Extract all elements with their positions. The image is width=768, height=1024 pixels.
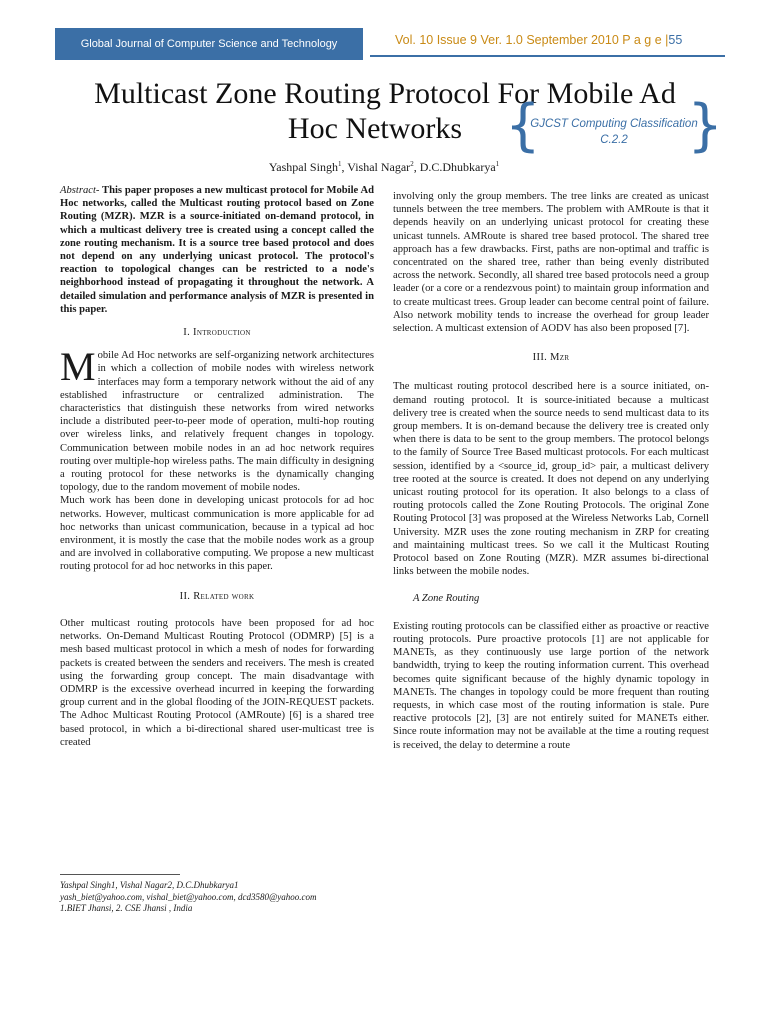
author-3-affil: 1 <box>495 160 500 168</box>
classification-box <box>505 93 723 160</box>
section-title-mzr: III. Mzr <box>532 352 570 364</box>
issue-text: Vol. 10 Issue 9 Ver. 1.0 September 2010 <box>395 33 619 47</box>
abstract-lead: Abstract- <box>60 185 100 196</box>
footnote-affiliations: 1.BIET Jhansi, 2. CSE Jhansi , India <box>60 903 193 913</box>
paper-title-line-1: Multicast Zone Routing Protocol For Mobile Ad <box>94 77 676 110</box>
header-rule <box>370 55 725 57</box>
related-paragraph-2: involving only the group members. The tree links are created as unicast tunnels between the tree members. The problem with AMRoute is that it depends heavily on an underlying unicast protocol for creating these unicast tunnels. AMRoute is shared tree based protocol. The shared tree approach has a few drawbacks. First, paths are non-optimal and traffic is concentrated on the shared tree, rather than being evenly distributed across the network. Secondly, all shared tree based protocols need a group leader (or a core or a rendezvous point) to maintain group information and to create multicast trees. Group leader can become central point of failure. Also network mobility tends to increase the overhead for group leader selection. A multicast extension of AODV has also been proposed [7]. <box>393 191 709 335</box>
classification-code: C.2.2 <box>600 134 628 146</box>
footnote-authors: Yashpal Singh1, Vishal Nagar2, D.C.Dhubkarya1 <box>60 880 239 890</box>
paper-title-line-2: Hoc Networks <box>287 112 463 145</box>
author-2: Vishal Nagar <box>347 160 411 174</box>
intro-paragraph-1 <box>60 344 374 494</box>
classification-text <box>529 116 699 148</box>
author-1: Yashpal Singh <box>268 160 338 174</box>
subsection-title-zone-routing: A Zone Routing <box>413 593 480 605</box>
page-label: P a g e | <box>622 33 669 47</box>
journal-name: Global Journal of Computer Science and Technology <box>80 38 338 50</box>
right-brace-icon: } <box>687 93 723 158</box>
footnotes <box>60 880 380 915</box>
section-title-introduction: I. Introduction <box>183 327 251 339</box>
section-title-related-work: II. Related work <box>179 590 255 602</box>
author-line: Yashpal Singh$^1$, Vishal Nagar$^2$, D.C.Dhubkarya$^1$ <box>268 160 500 174</box>
drop-cap: M <box>60 344 96 390</box>
issue-info <box>395 33 725 53</box>
left-brace-icon: { <box>505 93 541 158</box>
author-1-affil: 1 <box>337 160 342 168</box>
intro-paragraph-2: Much work has been done in developing unicast protocols for ad hoc networks. However, multicast communication is more applicable for ad hoc networks than unicast communication, because in a typical ad hoc environment, it is mostly the case that the mobile nodes work as a group and are involved in collaborative computing. We propose a new multicast routing protocol for ad hoc networks in this paper. <box>60 495 374 573</box>
intro-paragraph-1-text: obile Ad Hoc networks are self-organizing network architectures in which a collection of mobile nodes with wireless network interfaces may form a temporary network without the aid of any established infrastructure or centralized administration. The characteristics that distinguish these networks from wired networks include a distributed peer-to-peer mode of operation, multi-hop routing over wireless links, and relatively frequent changes in topology. Communication between mobile nodes in an ad hoc network requires routing over multiple-hop wireless paths. The main difficulty in designing a routing protocol for these networks is the dynamically changing topology, due to the random movement of mobile nodes. <box>60 350 374 494</box>
abstract-text: This paper proposes a new multicast protocol for Mobile Ad Hoc networks, called the Multicast routing protocol based on Zone Routing (MZR). MZR is a source-initiated on-demand protocol, in which a multicast delivery tree is created using a concept called the zone routing mechanism. It is a source tree based protocol and does not depend on any underlying unicast protocol. The protocol's reaction to topological changes can be restricted to a node's neighborhood instead of propagating it throughout the network. A detailed simulation and performance analysis of MZR is presented in this paper. <box>60 185 374 315</box>
author-2-affil: 2 <box>410 160 414 168</box>
footnote-emails: yash_biet@yahoo.com, vishal_biet@yahoo.com, dcd3580@yahoo.com <box>60 891 317 902</box>
classification-label: GJCST Computing Classification <box>530 118 698 130</box>
mzr-paragraph-1: The multicast routing protocol described here is a source initiated, on-demand routing protocol. It is source-initiated because a multicast delivery tree is created when the source needs to send multicast data to its group members. It is on-demand because the delivery tree is created only when there is data to be sent to the group members. The protocol belongs to the family of Source Tree Based multicast protocols. For each multicast session, identified by a <source_id, group_id> pair, a multicast delivery tree rooted at the source is created. It does not depend on any underlying unicast routing protocol for its operation. It also belongs to a class of routing protocols called the Zone Routing Protocols. The original Zone Routing Protocol [3] was proposed at the Wireless Networks Lab, Cornell University. MZR uses the zone routing mechanism in ZRP for creating and maintaining multicast trees. So we call it the Multicast Routing Protocol based on Zone Routing (MZR). MZR assumes bi-directional links between the mobile nodes. <box>393 381 709 578</box>
footnote-rule <box>60 874 180 875</box>
journal-header-band <box>55 28 363 60</box>
author-3: D.C.Dhubkarya <box>419 160 496 174</box>
left-column <box>60 184 374 749</box>
related-paragraph-1: Other multicast routing protocols have been proposed for ad hoc networks. On-Demand Multicast Routing Protocol (ODMRP) [5] is a mesh based multicast protocol in which a mesh of nodes for forwarding packets is created between the senders and receivers. The mesh is created using the forwarding group concept. The main disadvantage with ODMRP is the excessive overhead incurred in keeping the forwarding group current and in the global flooding of the JOIN-REQUEST packets. The Adhoc Multicast Routing Protocol (AMRoute) [6] is a shared tree based protocol, in which a bi-directional shared user-multicast tree is created <box>60 617 374 748</box>
abstract <box>60 184 374 316</box>
page-number: 55 <box>668 33 683 47</box>
right-column <box>393 190 709 752</box>
zone-paragraph-1: Existing routing protocols can be classified either as proactive or reactive routing protocols. Pure proactive protocols [1] are not applicable for MANETs, as they continuously use large portion of the network bandwidth, trying to keep the routing information current. This overhead becomes quite significant because of the highly dynamic topology in MANETs. The changes in topology could be more frequent than routing requests, in which case most of the routing information is stale. Pure reactive protocols [2], [3] are not entirely suited for MANETs either. Since route information may not be available at the time a routing request is received, the delay to determine a route <box>393 620 709 751</box>
